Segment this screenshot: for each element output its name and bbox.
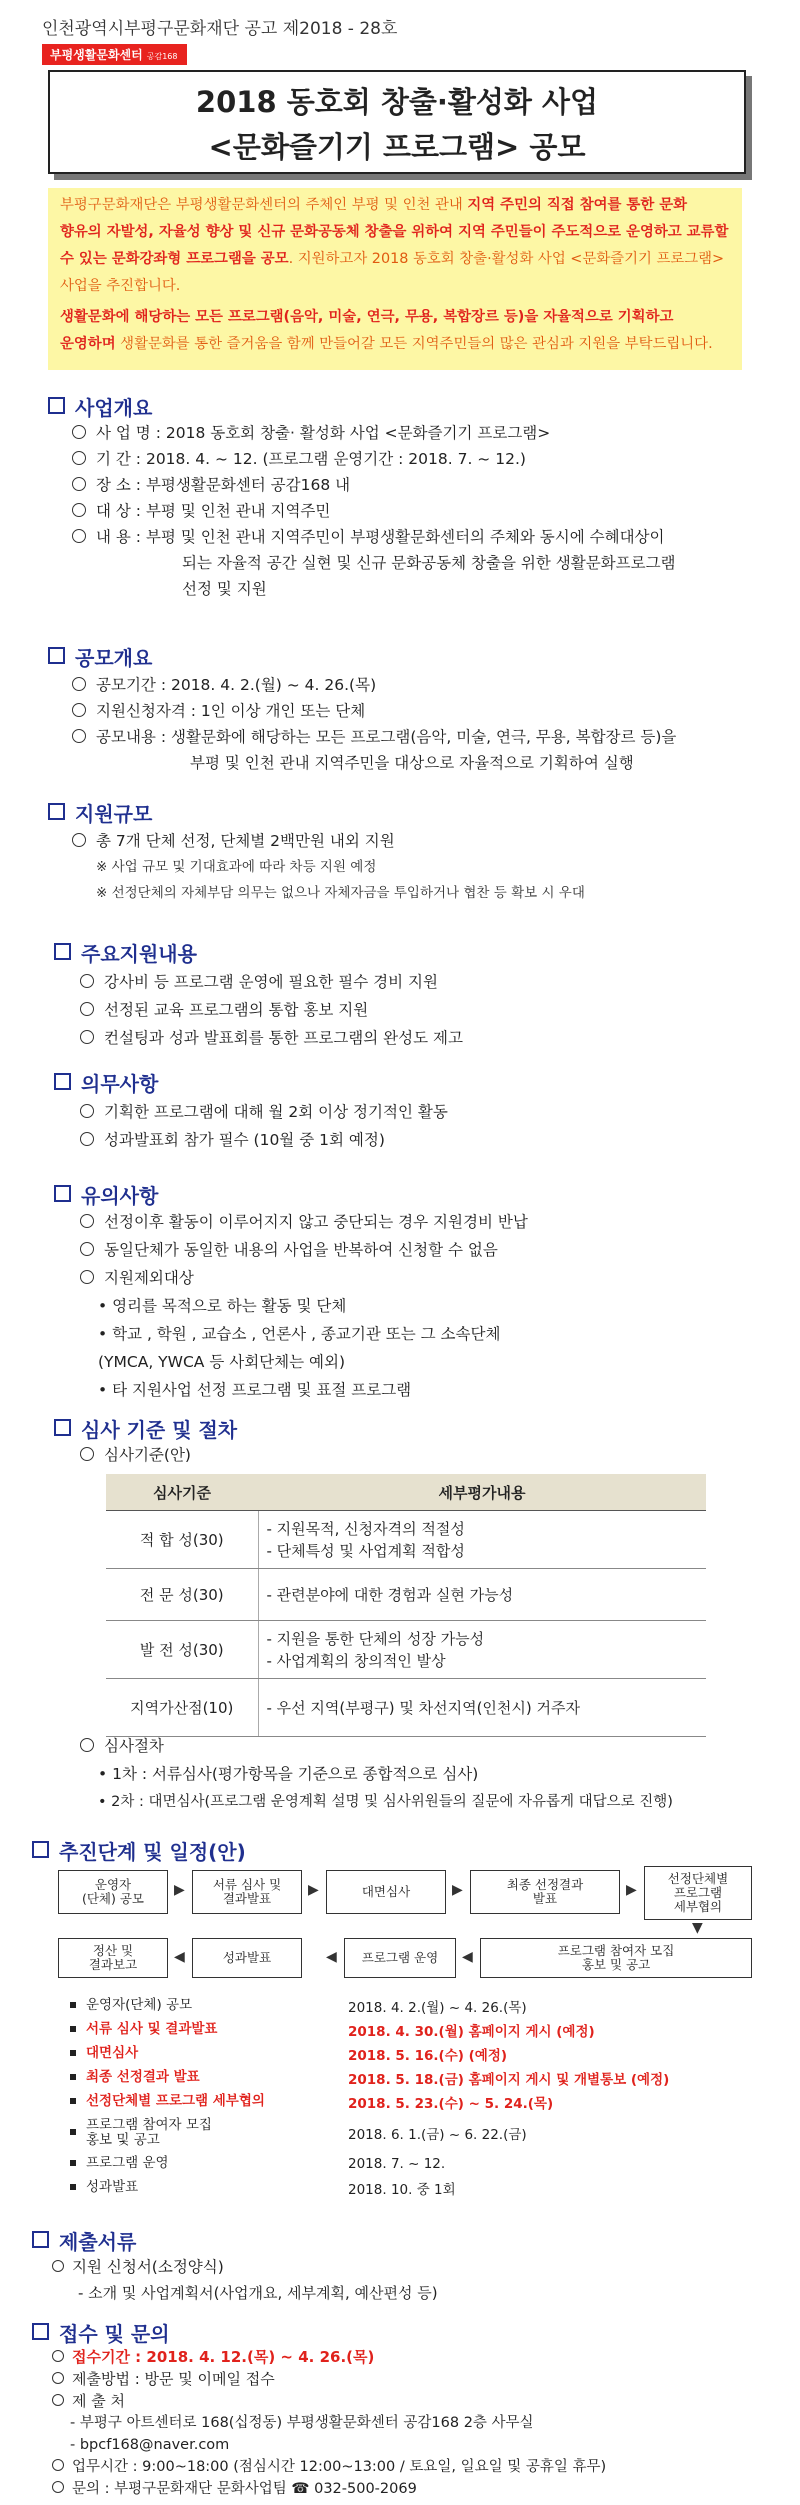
schedule-date: 2018. 4. 30.(월) 홈페이지 게시 (예정) <box>348 2024 595 2040</box>
flow-step: 최종 선정결과 발표 <box>470 1870 620 1914</box>
schedule-step <box>70 2156 348 2172</box>
schedule-step-label: 프로그램 참여자 모집 홍보 및 공고 <box>86 2117 212 2148</box>
circle-icon <box>80 1104 94 1118</box>
flow-step: 선정단체별 프로그램 세부협의 <box>644 1866 752 1920</box>
review-criteria-label: 심사기준(안) <box>80 1442 191 1468</box>
circle-icon <box>72 729 86 743</box>
circle-icon <box>72 529 86 543</box>
schedule-row <box>70 2152 669 2176</box>
intro-text: 부평구문화재단은 부평생활문화센터의 주체인 부평 및 인천 관내 <box>60 197 468 213</box>
arrow-right-icon: ▶ <box>308 1882 319 1898</box>
section-caution-title: 유의사항 <box>54 1180 158 1209</box>
contact-item: 접수기간 : 2018. 4. 12.(목) ~ 4. 26.(목) <box>52 2346 606 2368</box>
schedule-date: 2018. 5. 16.(수) (예정) <box>348 2048 508 2064</box>
schedule-row <box>70 2114 669 2152</box>
circle-icon <box>80 1270 94 1284</box>
schedule-step <box>70 2180 348 2196</box>
schedule-step <box>70 2046 348 2062</box>
circle-icon <box>80 1738 94 1752</box>
schedule-step <box>70 2022 348 2038</box>
schedule-step <box>70 2070 348 2086</box>
page-subtitle: <문화즐기기 프로그램> 공모 <box>208 130 586 164</box>
docs-item: 지원 신청서(소정양식) <box>52 2254 438 2280</box>
contact-item: 제출방법 : 방문 및 이메일 접수 <box>52 2368 606 2390</box>
bullet-icon <box>70 2184 76 2190</box>
arrow-right-icon: ▶ <box>626 1882 637 1898</box>
section-review-title: 심사 기준 및 절차 <box>54 1414 237 1443</box>
overview-item: 내 용 : 부평 및 인천 관내 지역주민이 부평생활문화센터의 주체와 동시에 수혜대상이 <box>72 524 676 550</box>
section-support-title: 주요지원내용 <box>54 938 197 967</box>
notice-number: 인천광역시부평구문화재단 공고 제2018 - 28호 <box>42 19 398 39</box>
contact-list <box>52 2346 606 2500</box>
circle-icon <box>72 677 86 691</box>
intro-text-3: 생활문화를 통한 즐거움을 함께 만들어갈 모든 지역주민들의 많은 관심과 지원을 부탁드립니다. <box>115 336 713 352</box>
intro-emphasis: 지역 주민의 직접 참여를 통한 문화 향유의 자발성, 자율성 향상 및 신규 문화공동체 창출을 위하여 지역 주민들이 주도적으로 운영하고 교류할 수 있는 문화강좌형 프로그램을 공모 <box>60 197 729 267</box>
caution-item: 선정이후 활동이 이루어지지 않고 중단되는 경우 지원경비 반납 <box>80 1208 528 1236</box>
schedule-row <box>70 2176 669 2200</box>
docs-sub: - 소개 및 사업계획서(사업개요, 세부계획, 예산편성 등) <box>78 2284 438 2302</box>
table-header: 심사기준 <box>106 1474 258 1511</box>
caution-bullet: • 영리를 목적으로 하는 활동 및 단체 <box>98 1297 347 1315</box>
square-icon <box>54 1073 71 1090</box>
square-icon <box>48 803 65 820</box>
circle-icon <box>52 2459 64 2471</box>
criteria-table-wrap <box>106 1474 706 1737</box>
circle-icon <box>80 1242 94 1256</box>
circle-icon <box>80 1030 94 1044</box>
arrow-left-icon: ◀ <box>462 1949 473 1965</box>
flow-step: 프로그램 운영 <box>344 1938 456 1978</box>
section-call-title: 공모개요 <box>48 642 152 671</box>
center-tag <box>42 44 187 65</box>
schedule-row <box>70 2066 669 2090</box>
square-icon <box>54 1419 71 1436</box>
support-list <box>80 968 463 1052</box>
overview-cont: 되는 자율적 공간 실현 및 신규 문화공동체 창출을 위한 생활문화프로그램 <box>182 554 676 572</box>
bullet-icon <box>70 2160 76 2166</box>
flow-step: 운영자 (단체) 공모 <box>58 1870 168 1914</box>
schedule-date: 2018. 4. 2.(월) ~ 4. 26.(목) <box>348 2000 527 2016</box>
circle-icon <box>72 451 86 465</box>
circle-icon <box>72 833 86 847</box>
overview-item: 사 업 명 : 2018 동호회 창출· 활성화 사업 <문화즐기기 프로그램> <box>72 420 676 446</box>
contact-item: 문의 : 부평구문화재단 문화사업팀 ☎ 032-500-2069 <box>52 2478 606 2500</box>
schedule-row <box>70 2090 669 2114</box>
schedule-date: 2018. 10. 중 1회 <box>348 2182 456 2198</box>
circle-icon <box>80 1447 94 1461</box>
schedule-step-label: 최종 선정결과 발표 <box>86 2069 200 2086</box>
scale-item: 총 7개 단체 선정, 단체별 2백만원 내외 지원 <box>72 828 585 854</box>
square-icon <box>48 647 65 664</box>
arrow-right-icon: ▶ <box>452 1882 463 1898</box>
review-process-label: 심사절차 <box>80 1732 673 1760</box>
caution-item: 동일단체가 동일한 내용의 사업을 반복하여 신청할 수 없음 <box>80 1236 528 1264</box>
circle-icon <box>52 2350 64 2362</box>
circle-icon <box>52 2372 64 2384</box>
table-row: 전 문 성(30) - 관련분야에 대한 경험과 실현 가능성 <box>106 1569 706 1621</box>
bullet-icon <box>70 2129 76 2135</box>
schedule-row <box>70 2018 669 2042</box>
schedule-step <box>70 2094 348 2110</box>
flow-step: 성과발표 <box>192 1938 302 1978</box>
docs-list <box>52 2254 438 2306</box>
circle-icon <box>72 503 86 517</box>
contact-item: 업무시간 : 9:00~18:00 (점심시간 12:00~13:00 / 토요일, 일요일 및 공휴일 휴무) <box>52 2456 606 2478</box>
table-header: 세부평가내용 <box>258 1474 706 1511</box>
support-item: 선정된 교육 프로그램의 통합 홍보 지원 <box>80 996 463 1024</box>
schedule-row <box>70 1994 669 2018</box>
circle-icon <box>72 703 86 717</box>
table-row: 지역가산점(10) - 우선 지역(부평구) 및 차선지역(인천시) 거주자 <box>106 1679 706 1737</box>
schedule-row <box>70 2042 669 2066</box>
schedule-date: 2018. 6. 1.(금) ~ 6. 22.(금) <box>348 2127 527 2143</box>
schedule-step-label: 서류 심사 및 결과발표 <box>86 2021 218 2038</box>
call-item: 공모내용 : 생활문화에 해당하는 모든 프로그램(음악, 미술, 연극, 무용, 복합장르 등)을 <box>72 724 676 750</box>
title-box <box>48 70 746 174</box>
support-item: 강사비 등 프로그램 운영에 필요한 필수 경비 지원 <box>80 968 463 996</box>
bullet-icon <box>70 2050 76 2056</box>
schedule-step-label: 선정단체별 프로그램 세부협의 <box>86 2093 265 2110</box>
circle-icon <box>52 2260 64 2272</box>
call-item: 공모기간 : 2018. 4. 2.(월) ~ 4. 26.(목) <box>72 672 676 698</box>
page-title: 2018 동호회 창출·활성화 사업 <box>195 85 599 119</box>
criteria-table <box>106 1474 706 1737</box>
schedule-date: 2018. 7. ~ 12. <box>348 2156 446 2172</box>
overview-item: 대 상 : 부평 및 인천 관내 지역주민 <box>72 498 676 524</box>
bullet-icon <box>70 2074 76 2080</box>
circle-icon <box>52 2394 64 2406</box>
square-icon <box>32 2231 49 2248</box>
contact-sub: - 부평구 아트센터로 168(십정동) 부평생활문화센터 공감168 2층 사무실 <box>70 2415 534 2431</box>
duty-item: 기획한 프로그램에 대해 월 2회 이상 정기적인 활동 <box>80 1098 448 1126</box>
section-overview-title: 사업개요 <box>48 392 152 421</box>
section-contact-title: 접수 및 문의 <box>32 2318 170 2347</box>
arrow-down-icon: ▼ <box>692 1920 703 1936</box>
duty-item: 성과발표회 참가 필수 (10월 중 1회 예정) <box>80 1126 448 1154</box>
square-icon <box>48 397 65 414</box>
review-step: • 2차 : 대면심사(프로그램 운영계획 설명 및 심사위원들의 질문에 자유롭게 대답으로 진행) <box>98 1794 673 1810</box>
schedule-step <box>70 1998 348 2014</box>
schedule-step-label: 성과발표 <box>86 2179 139 2196</box>
schedule-step <box>70 2118 348 2148</box>
call-list <box>72 672 676 776</box>
scale-note: ※ 사업 규모 및 기대효과에 따라 차등 지원 예정 <box>96 859 377 875</box>
intro-text-2: . 지원하고자 2018 동호회 창출·활성화 사업 <문화즐기기 프로그램> 사업을 추진합니다. <box>60 251 725 294</box>
contact-item: 제 출 처 <box>52 2390 606 2412</box>
call-item: 지원신청자격 : 1인 이상 개인 또는 단체 <box>72 698 676 724</box>
support-item: 컨설팅과 성과 발표회를 통한 프로그램의 완성도 제고 <box>80 1024 463 1052</box>
overview-cont: 선정 및 지원 <box>182 580 267 598</box>
square-icon <box>54 943 71 960</box>
arrow-left-icon: ◀ <box>326 1949 337 1965</box>
circle-icon <box>72 477 86 491</box>
circle-icon <box>80 1132 94 1146</box>
table-row: 발 전 성(30) - 지원을 통한 단체의 성장 가능성 - 사업계획의 창의적인 발상 <box>106 1621 706 1679</box>
review-process <box>80 1732 673 1816</box>
section-schedule-title: 추진단계 및 일정(안) <box>32 1836 246 1865</box>
flow-step: 서류 심사 및 결과발표 <box>192 1870 302 1914</box>
caution-bullet: • 학교 , 학원 , 교습소 , 언론사 , 종교기관 또는 그 소속단체 <box>98 1325 501 1343</box>
circle-icon <box>80 974 94 988</box>
section-duty-title: 의무사항 <box>54 1068 158 1097</box>
flow-step: 프로그램 참여자 모집 홍보 및 공고 <box>480 1938 752 1978</box>
schedule-step-label: 프로그램 운영 <box>86 2155 169 2172</box>
square-icon <box>54 1185 71 1202</box>
bullet-icon <box>70 2098 76 2104</box>
schedule-list <box>70 1994 669 2200</box>
center-tag-sub: 공감168 <box>146 52 178 61</box>
contact-email: - bpcf168@naver.com <box>70 2437 230 2453</box>
circle-icon <box>72 425 86 439</box>
caution-list <box>80 1208 528 1404</box>
square-icon <box>32 1841 49 1858</box>
intro-emphasis-2: 생활문화에 해당하는 모든 프로그램(음악, 미술, 연극, 무용, 복합장르 등)을 자율적으로 기획하고 운영하며 <box>60 309 674 352</box>
section-scale-title: 지원규모 <box>48 798 152 827</box>
square-icon <box>32 2323 49 2340</box>
table-row: 적 합 성(30) - 지원목적, 신청자격의 적절성 - 단체특성 및 사업계획 적합성 <box>106 1511 706 1569</box>
scale-list <box>72 828 585 906</box>
schedule-date: 2018. 5. 18.(금) 홈페이지 게시 및 개별통보 (예정) <box>348 2072 670 2088</box>
bullet-icon <box>70 2026 76 2032</box>
circle-icon <box>80 1214 94 1228</box>
schedule-date: 2018. 5. 23.(수) ~ 5. 24.(목) <box>348 2096 554 2112</box>
overview-list <box>72 420 676 602</box>
bullet-icon <box>70 2002 76 2008</box>
intro-notice <box>48 188 742 370</box>
caution-bullet-cont: (YMCA, YWCA 등 사회단체는 예외) <box>98 1353 346 1371</box>
duty-list <box>80 1098 448 1154</box>
schedule-step-label: 대면심사 <box>86 2045 139 2062</box>
flow-step: 대면심사 <box>326 1870 446 1914</box>
review-step: • 1차 : 서류심사(평가항목을 기준으로 종합적으로 심사) <box>98 1765 479 1783</box>
schedule-step-label: 운영자(단체) 공모 <box>86 1997 193 2014</box>
overview-item: 장 소 : 부평생활문화센터 공감168 내 <box>72 472 676 498</box>
caution-item: 지원제외대상 <box>80 1264 528 1292</box>
scale-note: ※ 선정단체의 자체부담 의무는 없으나 자체자금을 투입하거나 협찬 등 확보 시 우대 <box>96 885 585 901</box>
caution-bullet: • 타 지원사업 선정 프로그램 및 표절 프로그램 <box>98 1381 412 1399</box>
section-docs-title: 제출서류 <box>32 2226 136 2255</box>
call-cont: 부평 및 인천 관내 지역주민을 대상으로 자율적으로 기획하여 실행 <box>190 754 634 772</box>
circle-icon <box>80 1002 94 1016</box>
flow-step: 정산 및 결과보고 <box>58 1938 168 1978</box>
arrow-right-icon: ▶ <box>174 1882 185 1898</box>
circle-icon <box>52 2481 64 2493</box>
arrow-left-icon: ◀ <box>174 1949 185 1965</box>
center-tag-label: 부평생활문화센터 <box>50 48 143 62</box>
overview-item: 기 간 : 2018. 4. ~ 12. (프로그램 운영기간 : 2018. 7. ~ 12.) <box>72 446 676 472</box>
